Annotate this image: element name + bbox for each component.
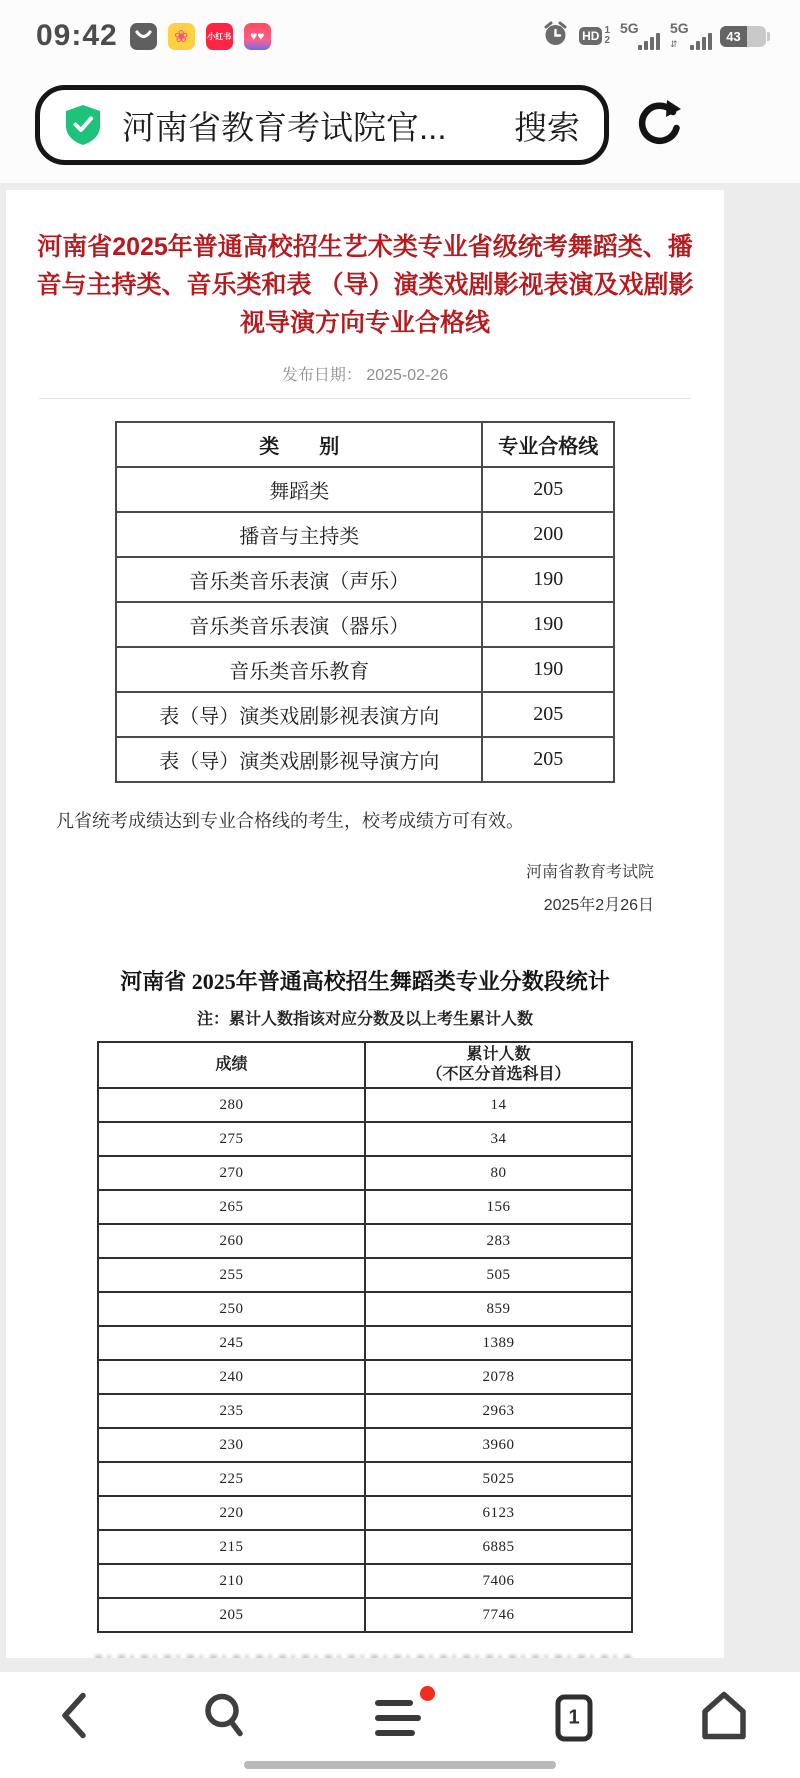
table-row — [98, 1564, 632, 1598]
signature-block — [6, 859, 724, 915]
table-row — [98, 1190, 632, 1224]
table-row — [98, 1156, 632, 1190]
battery-percent: 43 — [720, 26, 747, 47]
site-title[interactable]: 河南省教育考试院官... — [122, 108, 447, 146]
validity-note: 凡省统考成绩达到专业合格线的考生，校考成绩方可有效。 — [56, 811, 524, 831]
score-distribution-table — [97, 1041, 633, 1633]
back-button[interactable] — [57, 1691, 91, 1746]
truncated-text-line — [95, 1655, 635, 1658]
flower-app-icon: ❀ — [168, 23, 195, 50]
cell-cutoff-score: 205 — [482, 467, 614, 512]
cell-cutoff-score: 190 — [482, 647, 614, 692]
table-row — [116, 557, 614, 602]
cell-cumulative-count: 505 — [365, 1258, 632, 1292]
header-cutoff: 专业合格线 — [482, 422, 614, 467]
table-row — [98, 1122, 632, 1156]
signal-5g-sim1-icon: 5G — [620, 21, 660, 51]
stats-section-note: 注：累计人数指该对应分数及以上考生累计人数 — [196, 1011, 533, 1028]
table-row — [98, 1258, 632, 1292]
table-row — [116, 692, 614, 737]
status-bar-right — [542, 20, 770, 52]
publish-date-label: 发布日期： — [281, 367, 362, 384]
security-shield-icon[interactable] — [64, 104, 102, 146]
hd-voice-icon: HD 1 2 — [579, 26, 610, 46]
signature-date: 2025年2月26日 — [543, 897, 654, 914]
xiaohongshu-app-icon: 小红书 — [206, 23, 233, 50]
cell-score: 245 — [98, 1326, 365, 1360]
table-row — [98, 1394, 632, 1428]
header-cumulative-count: 累计人数 （不区分首选科目） — [365, 1042, 632, 1088]
stats-section-title: 河南省 2025年普通高校招生舞蹈类专业分数段统计 — [120, 969, 610, 994]
hearts-app-icon: ♥♥ — [244, 23, 271, 50]
cell-cumulative-count: 5025 — [365, 1462, 632, 1496]
refresh-button[interactable] — [633, 98, 685, 152]
cell-cumulative-count: 156 — [365, 1190, 632, 1224]
menu-button[interactable] — [375, 1700, 421, 1736]
cell-score: 250 — [98, 1292, 365, 1326]
search-nav-button[interactable] — [201, 1691, 247, 1746]
browser-nav-bar — [0, 1672, 800, 1778]
table-row — [98, 1530, 632, 1564]
table-row — [116, 512, 614, 557]
table-row — [116, 602, 614, 647]
clock-time: 09:42 — [36, 19, 118, 52]
cell-cumulative-count: 7746 — [365, 1598, 632, 1632]
table-row — [98, 1088, 632, 1122]
publish-date-value: 2025-02-26 — [366, 367, 449, 384]
page-viewport[interactable] — [0, 183, 800, 1672]
home-button[interactable] — [699, 1691, 749, 1746]
table-row — [116, 467, 614, 512]
cell-category: 音乐类音乐表演（声乐） — [116, 557, 482, 602]
table-row — [98, 1360, 632, 1394]
cell-category: 音乐类音乐表演（器乐） — [116, 602, 482, 647]
cell-score: 230 — [98, 1428, 365, 1462]
battery-icon — [720, 26, 770, 47]
cell-score: 210 — [98, 1564, 365, 1598]
table-header-row — [116, 422, 614, 467]
cell-cumulative-count: 2078 — [365, 1360, 632, 1394]
table-row — [98, 1224, 632, 1258]
table-header-row — [98, 1042, 632, 1088]
cell-score: 260 — [98, 1224, 365, 1258]
cell-score: 280 — [98, 1088, 365, 1122]
cell-cumulative-count: 6123 — [365, 1496, 632, 1530]
cell-cumulative-count: 7406 — [365, 1564, 632, 1598]
table-row — [98, 1428, 632, 1462]
table-row — [98, 1496, 632, 1530]
header-category: 类 别 — [116, 422, 482, 467]
cell-cumulative-count: 34 — [365, 1122, 632, 1156]
cell-score: 270 — [98, 1156, 365, 1190]
cell-score: 225 — [98, 1462, 365, 1496]
cell-cutoff-score: 200 — [482, 512, 614, 557]
header-score: 成绩 — [98, 1042, 365, 1088]
browser-chrome-top — [0, 0, 800, 183]
cell-cumulative-count: 6885 — [365, 1530, 632, 1564]
signal-5g-sim2-icon: 5G ⇵ — [670, 21, 710, 51]
status-bar — [0, 14, 800, 58]
alarm-icon — [542, 20, 569, 52]
table-row — [116, 647, 614, 692]
cell-score: 235 — [98, 1394, 365, 1428]
cell-category: 舞蹈类 — [116, 467, 482, 512]
cutoff-score-table — [115, 421, 615, 783]
home-indicator-bar[interactable] — [244, 1761, 556, 1769]
divider-line — [39, 398, 691, 399]
cell-cumulative-count: 80 — [365, 1156, 632, 1190]
search-button[interactable]: 搜索 — [514, 108, 580, 146]
notification-icons — [130, 23, 271, 50]
signature-issuer: 河南省教育考试院 — [525, 864, 654, 881]
cell-cumulative-count: 3960 — [365, 1428, 632, 1462]
tabs-button[interactable] — [556, 1695, 593, 1742]
cell-category: 表（导）演类戏剧影视导演方向 — [116, 737, 482, 782]
cell-score: 265 — [98, 1190, 365, 1224]
cell-score: 215 — [98, 1530, 365, 1564]
cell-score: 220 — [98, 1496, 365, 1530]
table-row — [98, 1292, 632, 1326]
publish-date-row — [6, 362, 724, 385]
article-title: 河南省2025年普通高校招生艺术类专业省级统考舞蹈类、播音与主持类、音乐类和表 （导）演类戏剧影视表演及戏剧影视导演方向专业合格线 — [36, 233, 694, 337]
address-bar[interactable] — [35, 85, 609, 165]
cell-cumulative-count: 2963 — [365, 1394, 632, 1428]
table-row — [116, 737, 614, 782]
cell-category: 音乐类音乐教育 — [116, 647, 482, 692]
cell-score: 255 — [98, 1258, 365, 1292]
cell-score: 275 — [98, 1122, 365, 1156]
table-row — [98, 1326, 632, 1360]
cell-category: 表（导）演类戏剧影视表演方向 — [116, 692, 482, 737]
cell-cutoff-score: 205 — [482, 737, 614, 782]
message-app-icon — [130, 23, 157, 50]
article-card — [6, 190, 724, 1658]
address-bar-row — [0, 80, 800, 170]
table-row — [98, 1462, 632, 1496]
cell-cumulative-count: 1389 — [365, 1326, 632, 1360]
cell-cutoff-score: 205 — [482, 692, 614, 737]
notification-dot — [420, 1686, 435, 1701]
tab-count: 1 — [556, 1695, 593, 1742]
cell-cutoff-score: 190 — [482, 557, 614, 602]
cell-cutoff-score: 190 — [482, 602, 614, 647]
cell-score: 205 — [98, 1598, 365, 1632]
cell-category: 播音与主持类 — [116, 512, 482, 557]
cell-score: 240 — [98, 1360, 365, 1394]
table-row — [98, 1598, 632, 1632]
cell-cumulative-count: 283 — [365, 1224, 632, 1258]
cell-cumulative-count: 859 — [365, 1292, 632, 1326]
cell-cumulative-count: 14 — [365, 1088, 632, 1122]
